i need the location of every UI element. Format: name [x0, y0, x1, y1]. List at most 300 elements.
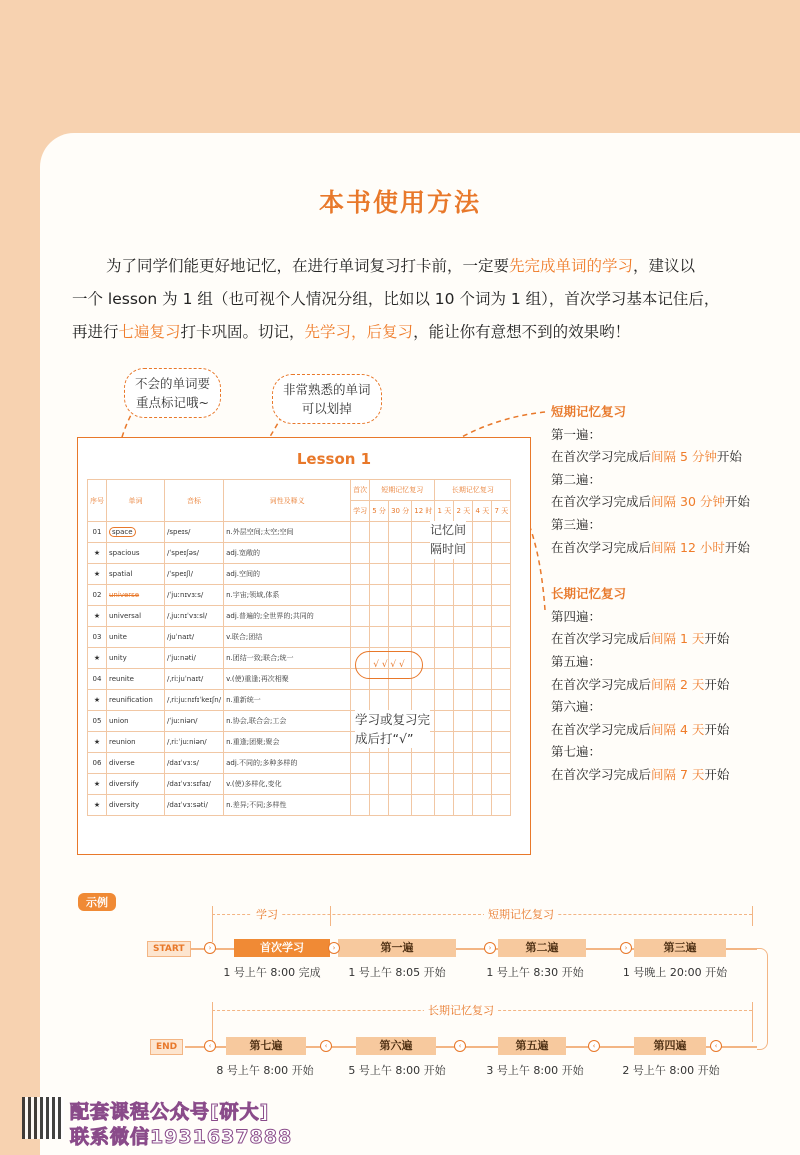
phonetic-cell-text: /ˌriːjuˈnaɪt/	[167, 675, 204, 683]
review-checkbox-cell[interactable]	[473, 690, 492, 711]
word-cell	[107, 690, 165, 711]
no-cell	[88, 606, 107, 627]
step-review-2: 第二遍	[498, 939, 586, 957]
review-item	[551, 424, 791, 469]
word-cell	[107, 774, 165, 795]
header-long-col: 1 天	[435, 501, 454, 522]
review-checkbox-cell[interactable]	[370, 690, 389, 711]
no-cell-text: ★	[93, 654, 101, 662]
review-item-post: 开始	[716, 449, 742, 465]
review-checkbox-cell[interactable]	[435, 795, 454, 816]
review-checkbox-cell[interactable]	[454, 606, 473, 627]
review-checkbox-cell[interactable]	[492, 711, 511, 732]
meaning-cell	[224, 753, 351, 774]
step-caption: 1 号晚上 20:00 开始	[622, 966, 728, 979]
word-cell-text: reunification	[109, 696, 153, 704]
table-row	[88, 732, 511, 753]
step-review-5: 第五遍	[498, 1037, 566, 1055]
phonetic-cell-text: /ˈjuːnɪvɜːs/	[167, 591, 204, 599]
review-item-post: 开始	[724, 539, 750, 555]
check-note	[355, 710, 430, 748]
review-item	[551, 606, 791, 651]
check-note-line-2: 成后打“√”	[355, 731, 414, 746]
arrow-right-icon: ›	[620, 942, 632, 954]
no-cell-text: ★	[93, 780, 101, 788]
phonetic-cell	[165, 522, 224, 543]
review-checkbox-cell[interactable]	[492, 648, 511, 669]
phonetic-cell	[165, 648, 224, 669]
phonetic-cell-text: /ˈjuːniən/	[167, 717, 198, 725]
no-cell	[88, 564, 107, 585]
review-checkbox-cell[interactable]	[454, 669, 473, 690]
review-item	[551, 696, 791, 741]
review-item-label: 第七遍：	[551, 744, 602, 760]
header-no: 序号	[88, 480, 107, 522]
review-checkbox-cell[interactable]	[492, 627, 511, 648]
meaning-cell-text: n.团结一致;联合;统一	[226, 654, 294, 662]
review-item-label: 第五遍：	[551, 653, 602, 669]
review-item-pre: 在首次学习完成后	[551, 494, 652, 510]
review-checkbox-cell[interactable]	[389, 795, 412, 816]
review-checkbox-cell[interactable]	[473, 564, 492, 585]
review-checkbox-cell[interactable]	[370, 627, 389, 648]
word-cell	[107, 585, 165, 606]
step-caption: 5 号上午 8:00 开始	[348, 1064, 446, 1077]
review-checkbox-cell[interactable]	[389, 522, 412, 543]
no-cell-text: 04	[92, 675, 102, 683]
review-checkbox-cell[interactable]	[389, 753, 412, 774]
review-item	[551, 651, 791, 696]
review-checkbox-cell[interactable]	[454, 795, 473, 816]
table-row	[88, 795, 511, 816]
arrow-left-icon: ‹	[588, 1040, 600, 1052]
review-checkbox-cell[interactable]	[370, 774, 389, 795]
table-row	[88, 753, 511, 774]
bubble-mark-line-2: 重点标记哦~	[136, 395, 209, 410]
meaning-cell	[224, 795, 351, 816]
no-cell	[88, 690, 107, 711]
phonetic-cell-text: /daɪˈvɜːsəti/	[167, 801, 208, 809]
review-checkbox-cell[interactable]	[492, 669, 511, 690]
word-cell-text: union	[109, 717, 129, 725]
review-checkbox-cell[interactable]	[389, 690, 412, 711]
no-cell	[88, 753, 107, 774]
review-checkbox-cell[interactable]	[454, 627, 473, 648]
table-row	[88, 627, 511, 648]
review-checkbox-cell[interactable]	[492, 774, 511, 795]
gap-note	[430, 521, 466, 559]
review-checkbox-cell[interactable]	[473, 795, 492, 816]
review-checkbox-cell[interactable]	[351, 774, 370, 795]
meaning-cell-text: n.重逢;团聚;聚会	[226, 738, 280, 746]
review-checkbox-cell[interactable]	[351, 543, 370, 564]
review-checkbox-cell[interactable]	[492, 732, 511, 753]
review-checkbox-cell[interactable]	[351, 522, 370, 543]
review-checkbox-cell[interactable]	[351, 690, 370, 711]
review-item-pre: 在首次学习完成后	[551, 676, 652, 692]
phonetic-cell	[165, 585, 224, 606]
review-checkbox-cell[interactable]	[473, 627, 492, 648]
intro-line-2: 一个 lesson 为 1 组（也可视个人情况分组，比如以 10 个词为 1 组），首次学习基本记住后，	[72, 290, 720, 308]
step-review-4: 第四遍	[634, 1037, 706, 1055]
table-row	[88, 564, 511, 585]
review-checkbox-cell[interactable]	[412, 606, 435, 627]
header-long-col: 7 天	[492, 501, 511, 522]
review-item-hl: 间隔 5 分钟	[651, 449, 717, 465]
review-checkbox-cell[interactable]	[389, 564, 412, 585]
word-cell	[107, 564, 165, 585]
step-review-6: 第六遍	[356, 1037, 436, 1055]
no-cell	[88, 543, 107, 564]
review-checkbox-cell[interactable]	[370, 585, 389, 606]
phonetic-cell	[165, 732, 224, 753]
review-checkbox-cell[interactable]	[435, 585, 454, 606]
review-item-label: 第二遍：	[551, 471, 602, 487]
qr-code-icon	[22, 1097, 64, 1139]
no-cell-text: ★	[93, 612, 101, 620]
gap-note-line-2: 隔时间	[430, 542, 467, 556]
review-checkbox-cell[interactable]	[435, 648, 454, 669]
phonetic-cell	[165, 606, 224, 627]
review-item-pre: 在首次学习完成后	[551, 539, 652, 555]
meaning-cell-text: n.协会,联合会;工会	[226, 717, 287, 725]
word-cell	[107, 669, 165, 690]
review-checkbox-cell[interactable]	[435, 711, 454, 732]
no-cell-text: 03	[92, 633, 102, 641]
review-item	[551, 469, 791, 514]
meaning-cell-text: n.差异;不同;多样性	[226, 801, 287, 809]
flow-line	[752, 906, 753, 926]
phonetic-cell-text: /juˈnaɪt/	[167, 633, 195, 641]
arrow-right-icon: ›	[484, 942, 496, 954]
table-row	[88, 669, 511, 690]
review-checkbox-cell[interactable]	[492, 606, 511, 627]
review-checkbox-cell[interactable]	[389, 606, 412, 627]
word-cell-text: diversity	[109, 801, 140, 809]
review-item-pre: 在首次学习完成后	[551, 631, 652, 647]
word-cell-text: universe	[109, 591, 140, 599]
segment-long-label: 长期记忆复习	[424, 1002, 498, 1018]
review-checkbox-cell[interactable]	[473, 732, 492, 753]
review-checkbox-cell[interactable]	[492, 585, 511, 606]
review-checkbox-cell[interactable]	[454, 732, 473, 753]
header-long-col: 2 天	[454, 501, 473, 522]
bubble-cross-line-2: 可以划掉	[301, 401, 352, 416]
meaning-cell	[224, 627, 351, 648]
review-item-hl: 间隔 2 天	[651, 676, 705, 692]
bubble-cross-line-1: 非常熟悉的单词	[283, 382, 371, 397]
intro-line-1: 为了同学们能更好地记忆，在进行单词复习打卡前，一定要先完成单词的学习，建议以	[106, 257, 696, 275]
review-item-label: 第三遍：	[551, 516, 602, 532]
review-item-hl: 间隔 12 小时	[651, 539, 725, 555]
no-cell-text: 05	[92, 717, 102, 725]
review-item-label: 第四遍：	[551, 608, 602, 624]
review-checkbox-cell[interactable]	[454, 774, 473, 795]
review-checkbox-cell[interactable]	[351, 564, 370, 585]
review-checkbox-cell[interactable]	[435, 753, 454, 774]
review-checkbox-cell[interactable]	[473, 606, 492, 627]
arrow-left-icon: ‹	[454, 1040, 466, 1052]
review-checkbox-cell[interactable]	[370, 606, 389, 627]
review-item-desc	[551, 764, 791, 787]
review-item-pre: 在首次学习完成后	[551, 449, 652, 465]
review-checkbox-cell[interactable]	[473, 711, 492, 732]
review-checkbox-cell[interactable]	[351, 585, 370, 606]
flow-line	[212, 914, 752, 916]
review-item-post: 开始	[704, 766, 730, 782]
header-meaning: 词性及释义	[224, 480, 351, 522]
review-checkbox-cell[interactable]	[492, 795, 511, 816]
word-cell-text: universal	[109, 612, 142, 620]
review-checkbox-cell[interactable]	[492, 753, 511, 774]
phonetic-cell	[165, 711, 224, 732]
arrow-right-icon: ›	[328, 942, 340, 954]
intro-paragraph	[72, 250, 772, 349]
word-cell-text: unity	[109, 654, 127, 662]
review-checkbox-cell[interactable]	[492, 690, 511, 711]
word-cell	[107, 711, 165, 732]
review-checkbox-cell[interactable]	[412, 690, 435, 711]
review-checkbox-cell[interactable]	[412, 627, 435, 648]
phonetic-cell	[165, 543, 224, 564]
flow-line-turn	[757, 948, 768, 1050]
step-caption: 3 号上午 8:00 开始	[486, 1064, 584, 1077]
review-checkbox-cell[interactable]	[412, 795, 435, 816]
review-schedule	[551, 401, 791, 787]
review-checkbox-cell[interactable]	[412, 753, 435, 774]
word-cell-text: spatial	[109, 570, 133, 578]
word-cell-text: reunite	[109, 675, 134, 683]
table-header-row-1	[88, 480, 511, 501]
no-cell-text: 01	[92, 528, 102, 536]
review-item-pre: 在首次学习完成后	[551, 766, 652, 782]
step-caption: 1 号上午 8:05 开始	[348, 966, 446, 979]
word-cell-text: unite	[109, 633, 127, 641]
meaning-cell-text: v.联合;团结	[226, 633, 263, 641]
no-cell	[88, 711, 107, 732]
review-checkbox-cell[interactable]	[370, 753, 389, 774]
word-cell	[107, 795, 165, 816]
word-cell-text: spacious	[109, 549, 140, 557]
review-checkbox-cell[interactable]	[435, 732, 454, 753]
review-checkbox-cell[interactable]	[473, 585, 492, 606]
table-row	[88, 648, 511, 669]
table-row	[88, 711, 511, 732]
review-checkbox-cell[interactable]	[389, 627, 412, 648]
phonetic-cell	[165, 627, 224, 648]
meaning-cell	[224, 543, 351, 564]
flow-line	[212, 1002, 213, 1042]
header-long-col: 4 天	[473, 501, 492, 522]
review-checkbox-cell[interactable]	[454, 711, 473, 732]
word-cell-text: diversify	[109, 780, 139, 788]
meaning-cell-text: n.宇宙;领域,体系	[226, 591, 280, 599]
short-term-title: 短期记忆复习	[551, 404, 627, 419]
no-cell-text: ★	[93, 696, 101, 704]
no-cell-text: ★	[93, 738, 101, 746]
review-checkbox-cell[interactable]	[370, 564, 389, 585]
review-checkbox-cell[interactable]	[435, 627, 454, 648]
lesson-table-card	[77, 437, 531, 855]
phonetic-cell	[165, 690, 224, 711]
review-checkbox-cell[interactable]	[412, 564, 435, 585]
meaning-cell-text: v.(使)重逢;再次相聚	[226, 675, 289, 683]
phonetic-cell	[165, 564, 224, 585]
meaning-cell	[224, 774, 351, 795]
review-checkbox-cell[interactable]	[389, 543, 412, 564]
review-item-desc	[551, 628, 791, 651]
review-checkbox-cell[interactable]	[370, 543, 389, 564]
review-item-desc	[551, 446, 791, 469]
review-checkbox-cell[interactable]	[473, 648, 492, 669]
no-cell-text: ★	[93, 801, 101, 809]
review-checkbox-cell[interactable]	[389, 585, 412, 606]
phonetic-cell-text: /ˈspeɪʃəs/	[167, 549, 199, 557]
review-checkbox-cell[interactable]	[492, 522, 511, 543]
no-cell	[88, 522, 107, 543]
meaning-cell	[224, 711, 351, 732]
no-cell	[88, 585, 107, 606]
review-checkbox-cell[interactable]	[389, 774, 412, 795]
no-cell-text: 06	[92, 759, 102, 767]
header-word: 单词	[107, 480, 165, 522]
review-checkbox-cell[interactable]	[454, 585, 473, 606]
step-review-7: 第七遍	[226, 1037, 306, 1055]
long-term-title: 长期记忆复习	[551, 586, 627, 602]
phonetic-cell-text: /daɪˈvɜːsɪfaɪ/	[167, 780, 211, 788]
no-cell-text: ★	[93, 549, 101, 557]
no-cell	[88, 669, 107, 690]
review-checkbox-cell[interactable]	[435, 606, 454, 627]
review-checkbox-cell[interactable]	[412, 774, 435, 795]
header-first: 首次	[351, 480, 370, 501]
review-item	[551, 514, 791, 559]
meaning-cell	[224, 564, 351, 585]
header-short-col: 30 分	[389, 501, 412, 522]
step-first-study: 首次学习	[234, 939, 330, 957]
review-checkbox-cell[interactable]	[370, 795, 389, 816]
word-cell	[107, 606, 165, 627]
no-cell-text: 02	[92, 591, 102, 599]
meaning-cell-text: adj.宽敞的	[226, 549, 260, 557]
meaning-cell	[224, 606, 351, 627]
intro-line-3: 再进行七遍复习打卡巩固。切记，先学习，后复习，能让你有意想不到的效果哟！	[72, 323, 631, 341]
review-item-post: 开始	[704, 631, 730, 647]
review-checkbox-cell[interactable]	[473, 669, 492, 690]
promo-line-1: 配套课程公众号[研大]	[70, 1101, 270, 1123]
review-checkbox-cell[interactable]	[454, 564, 473, 585]
no-cell-text: ★	[93, 570, 101, 578]
arrow-left-icon: ‹	[710, 1040, 722, 1052]
review-checkbox-cell[interactable]	[454, 648, 473, 669]
meaning-cell	[224, 585, 351, 606]
meaning-cell-text: adj.不同的;多种多样的	[226, 759, 298, 767]
header-first-2: 学习	[351, 501, 370, 522]
no-cell	[88, 732, 107, 753]
review-checkbox-cell[interactable]	[435, 774, 454, 795]
review-checkbox-cell[interactable]	[351, 627, 370, 648]
review-checkbox-cell[interactable]	[435, 690, 454, 711]
flow-line	[330, 906, 331, 926]
word-cell	[107, 522, 165, 543]
meaning-cell	[224, 690, 351, 711]
promo-line-2: 联系微信1931637888	[70, 1126, 293, 1148]
review-checkbox-cell[interactable]	[370, 522, 389, 543]
flow-line	[752, 1002, 753, 1042]
review-checkbox-cell[interactable]	[435, 669, 454, 690]
meaning-cell	[224, 522, 351, 543]
meaning-cell-text: v.(使)多样化,变化	[226, 780, 282, 788]
review-item-hl: 间隔 1 天	[651, 631, 705, 647]
review-checkbox-cell[interactable]	[454, 690, 473, 711]
table-row	[88, 585, 511, 606]
review-checkbox-cell[interactable]	[412, 585, 435, 606]
phonetic-cell-text: /ˈjuːnəti/	[167, 654, 196, 662]
step-caption: 2 号上午 8:00 开始	[622, 1064, 720, 1077]
review-checkbox-cell[interactable]	[492, 564, 511, 585]
phonetic-cell	[165, 753, 224, 774]
review-checkbox-cell[interactable]	[351, 753, 370, 774]
table-row	[88, 606, 511, 627]
bubble-mark-unknown	[124, 368, 221, 418]
phonetic-cell	[165, 669, 224, 690]
word-cell-text: space	[109, 527, 136, 537]
no-cell	[88, 795, 107, 816]
no-cell	[88, 774, 107, 795]
check-marks-oval: √ √ √ √	[355, 651, 423, 679]
arrow-left-icon: ‹	[204, 1040, 216, 1052]
segment-study-label: 学习	[252, 906, 282, 922]
review-checkbox-cell[interactable]	[492, 543, 511, 564]
review-checkbox-cell[interactable]	[473, 774, 492, 795]
arrow-left-icon: ‹	[320, 1040, 332, 1052]
review-item-label: 第六遍：	[551, 699, 602, 715]
phonetic-cell-text: /ˌriːjuːnɪfɪˈkeɪʃn/	[167, 696, 222, 704]
step-caption: 1 号上午 8:00 完成	[223, 966, 321, 979]
word-cell	[107, 753, 165, 774]
review-checkbox-cell[interactable]	[454, 753, 473, 774]
header-long: 长期记忆复习	[435, 480, 511, 501]
no-cell	[88, 627, 107, 648]
word-cell	[107, 732, 165, 753]
review-checkbox-cell[interactable]	[473, 543, 492, 564]
review-checkbox-cell[interactable]	[435, 564, 454, 585]
flow-line	[212, 906, 213, 942]
word-cell-text: reunion	[109, 738, 136, 746]
bubble-cross-known	[272, 374, 382, 424]
step-review-3: 第三遍	[634, 939, 726, 957]
word-cell	[107, 627, 165, 648]
meaning-cell	[224, 648, 351, 669]
phonetic-cell	[165, 774, 224, 795]
phonetic-cell-text: /speɪs/	[167, 528, 191, 536]
review-item-desc	[551, 674, 791, 697]
review-checkbox-cell[interactable]	[473, 522, 492, 543]
review-checkbox-cell[interactable]	[351, 795, 370, 816]
header-short: 短期记忆复习	[370, 480, 435, 501]
table-row	[88, 690, 511, 711]
review-checkbox-cell[interactable]	[473, 753, 492, 774]
meaning-cell-text: adj.空间的	[226, 570, 260, 578]
review-item-hl: 间隔 30 分钟	[651, 494, 725, 510]
header-short-col: 12 时	[412, 501, 435, 522]
review-checkbox-cell[interactable]	[351, 606, 370, 627]
arrow-right-icon: ›	[204, 942, 216, 954]
review-item-post: 开始	[704, 721, 730, 737]
phonetic-cell-text: /ˌriːˈjuːniən/	[167, 738, 207, 746]
segment-short-label: 短期记忆复习	[484, 906, 558, 922]
review-item-hl: 间隔 4 天	[651, 721, 705, 737]
